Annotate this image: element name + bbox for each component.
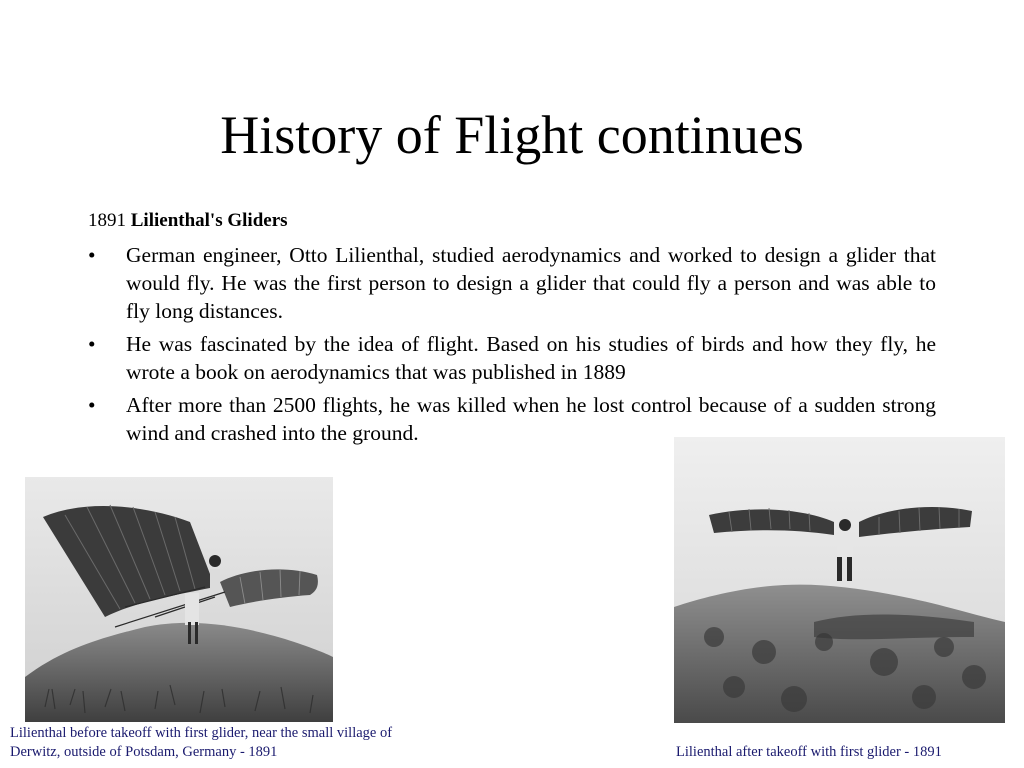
bullet-glyph: • bbox=[88, 243, 96, 267]
bullet-item bbox=[88, 330, 936, 386]
bullet-list bbox=[88, 241, 936, 452]
subhead-topic: Lilienthal's Gliders bbox=[130, 210, 288, 231]
photo-caption-left-line1: Lilienthal before takeoff with first glider, near the small village of bbox=[10, 725, 393, 741]
section-subhead bbox=[88, 208, 288, 234]
bullet-text: German engineer, Otto Lilienthal, studied aerodynamics and worked to design a glider that would fly. He was the first person to design a glider that could fly a person and was able to fly long distances. bbox=[126, 243, 936, 323]
glider-photo-after-takeoff bbox=[674, 437, 1005, 723]
slide-title: History of Flight continues bbox=[220, 105, 804, 165]
photo-caption-right: Lilienthal after takeoff with first glider - 1891 bbox=[676, 744, 942, 760]
bullet-text: After more than 2500 flights, he was killed when he lost control because of a sudden strong wind and crashed into the ground. bbox=[126, 393, 936, 445]
photo-caption-left bbox=[10, 724, 392, 762]
bullet-text: He was fascinated by the idea of flight. Based on his studies of birds and how they fly, he wrote a book on aerodynamics that was published in 1889 bbox=[126, 332, 936, 384]
subhead-year: 1891 bbox=[88, 210, 126, 231]
bullet-glyph: • bbox=[88, 393, 96, 417]
glider-photo-before-takeoff-image bbox=[25, 477, 333, 722]
photo-caption-left-line2: Derwitz, outside of Potsdam, Germany - 1891 bbox=[10, 744, 278, 760]
glider-photo-after-takeoff-image bbox=[674, 437, 1005, 723]
glider-photo-before-takeoff bbox=[25, 477, 333, 722]
bullet-glyph: • bbox=[88, 332, 96, 356]
bullet-item bbox=[88, 241, 936, 325]
